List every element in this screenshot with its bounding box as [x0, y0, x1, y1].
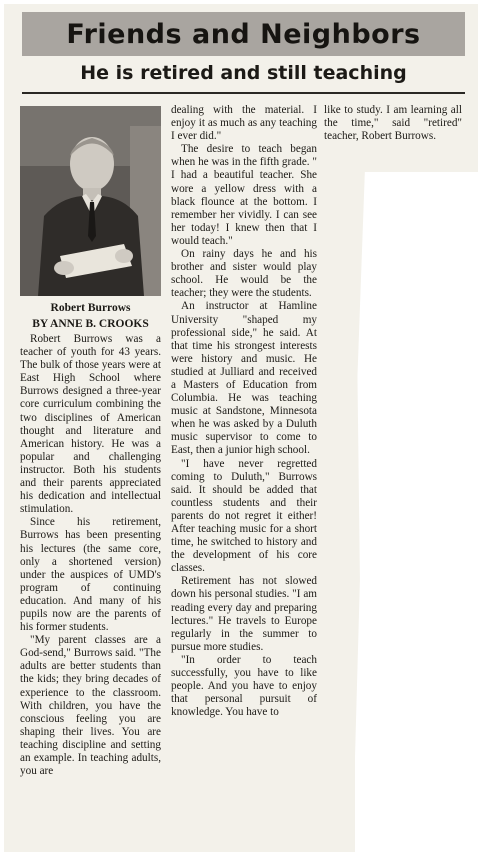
article-headline: He is retired and still teaching — [80, 62, 407, 84]
byline: BY ANNE B. CROOKS — [32, 318, 149, 330]
paragraph: An instructor at Hamline University "shaped my professional side," he said. At that time his strongest interests were history and music. He studied at Julliard and received a Masters of Education from Columbia. He was teaching music at Sandstone, Minnesota when he was asked by a Duluth music supervisor to come to East, then a junior high school. — [171, 300, 317, 457]
article-column-1 — [20, 333, 161, 848]
paragraph: like to study. I am learning all the time," said "retired" teacher, Robert Burrows. — [324, 104, 462, 143]
clipping-cut-edge — [355, 172, 478, 852]
portrait-illustration — [20, 106, 161, 296]
paragraph: Robert Burrows was a teacher of youth for 43 years. The bulk of those years were at East High School where Burrows designed a three-year core curriculum combining the two disciplines of American thought and literature and American history. He was a popular and challenging instructor. Both his students and their parents appreciated his dedication and intellectual stimulation. — [20, 333, 161, 516]
paragraph: "My parent classes are a God-send," Burrows said. "The adults are better students than the kids; they bring decades of experience to the classroom. With children, you have the conscious feeling you are shaping their lives. You are teaching discipline and setting an example. In teaching adults, you are — [20, 634, 161, 778]
photo-caption: Robert Burrows — [50, 302, 131, 314]
paragraph: The desire to teach began when he was in the fifth grade. " I had a beautiful teacher. She wore a yellow dress with a black flounce at the bottom. I remember her vividly. I can see her today! I knew then that I would teach." — [171, 143, 317, 247]
headline-divider — [22, 92, 465, 94]
paragraph: On rainy days he and his brother and sister would play school. He would be the teacher; they were the students. — [171, 248, 317, 300]
paragraph: "I have never regretted coming to Duluth," Burrows said. It should be added that countless students and their parents do not regret it either! After teaching music for a short time, he switched to history and the development of his core classes. — [171, 457, 317, 575]
paragraph: "In order to teach successfully, you have to like people. And you have to enjoy that personal pursuit of knowledge. You have to — [171, 653, 317, 719]
section-title: Friends and Neighbors — [66, 18, 421, 50]
section-banner — [22, 12, 465, 56]
article-column-3 — [324, 104, 462, 164]
article-column-2 — [171, 104, 317, 849]
portrait-photo — [20, 106, 161, 296]
paragraph: Since his retirement, Burrows has been presenting his lectures (the same core, only a shortened version) under the auspices of UMD's program of continuing education. And many of his pupils now are the parents of his former students. — [20, 516, 161, 634]
paragraph: dealing with the material. I enjoy it as much as any teaching I ever did." — [171, 104, 317, 143]
paragraph: Retirement has not slowed down his personal studies. "I am reading every day and preparing lectures." He travels to Europe regularly in the summer to pursue more studies. — [171, 575, 317, 653]
